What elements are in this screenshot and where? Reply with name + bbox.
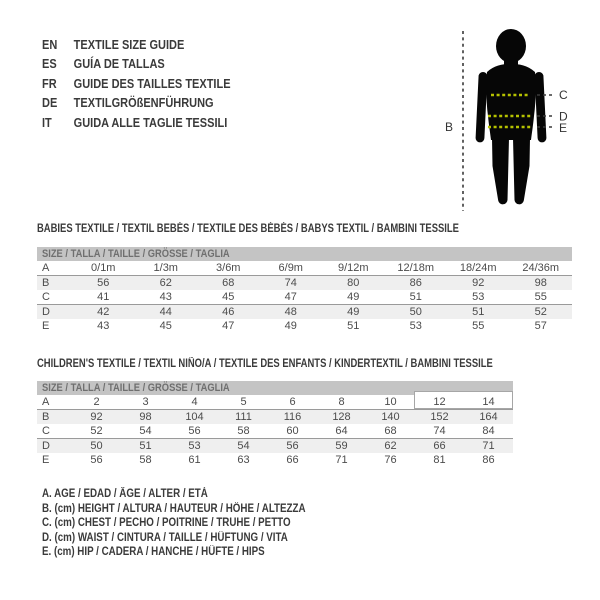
value-cell: 60 bbox=[268, 424, 317, 439]
value-cell: 98 bbox=[510, 276, 573, 291]
chest-label: C bbox=[559, 88, 568, 102]
language-row bbox=[42, 113, 231, 133]
value-cell: 52 bbox=[72, 424, 121, 439]
value-cell: 63 bbox=[237, 454, 250, 466]
language-code: FR bbox=[42, 76, 57, 91]
value-cell: 152 bbox=[415, 410, 464, 425]
value-cell: 56 bbox=[90, 454, 103, 466]
row-label-cell: E bbox=[42, 454, 50, 466]
value-cell: 42 bbox=[72, 305, 135, 320]
row-label-cell: E bbox=[42, 320, 50, 332]
value-cell: 6/9m bbox=[260, 261, 323, 276]
legend-line: B. (cm) HEIGHT / ALTURA / HAUTEUR / HÖHE / ALTEZZA bbox=[42, 502, 306, 515]
table-row bbox=[37, 290, 572, 305]
value-cell: 53 bbox=[447, 290, 510, 305]
value-cell: 51 bbox=[447, 305, 510, 320]
value-cell: 104 bbox=[170, 410, 219, 425]
value-cell: 59 bbox=[317, 439, 366, 454]
language-title-block bbox=[42, 35, 256, 133]
value-cell: 10 bbox=[366, 395, 415, 410]
value-cell: 84 bbox=[464, 424, 513, 439]
language-label: GUIDA ALLE TAGLIE TESSILI bbox=[73, 115, 228, 130]
value-cell: 71 bbox=[464, 439, 513, 454]
value-cell: 51 bbox=[347, 320, 360, 332]
value-cell: 1/3m bbox=[135, 261, 198, 276]
table-row bbox=[37, 319, 572, 333]
value-cell: 74 bbox=[415, 424, 464, 439]
children-size-table bbox=[37, 395, 513, 467]
value-cell: 46 bbox=[197, 305, 260, 320]
value-cell: 50 bbox=[385, 305, 448, 320]
value-cell: 43 bbox=[135, 290, 198, 305]
value-cell: 6 bbox=[268, 395, 317, 410]
value-cell: 43 bbox=[97, 320, 110, 332]
language-code: EN bbox=[42, 37, 58, 52]
value-cell: 12/18m bbox=[385, 261, 448, 276]
value-cell: 45 bbox=[197, 290, 260, 305]
value-cell: 80 bbox=[322, 276, 385, 291]
value-cell: 140 bbox=[366, 410, 415, 425]
language-row bbox=[42, 55, 231, 75]
table-row bbox=[37, 276, 572, 291]
value-cell: 0/1m bbox=[72, 261, 135, 276]
table-row bbox=[37, 453, 513, 467]
value-cell: 47 bbox=[222, 320, 235, 332]
value-cell: 76 bbox=[384, 454, 397, 466]
value-cell: 49 bbox=[284, 320, 297, 332]
measurement-figure bbox=[438, 16, 584, 220]
row-label-cell: A bbox=[37, 395, 72, 410]
table-row bbox=[37, 395, 513, 410]
language-label: GUÍA DE TALLAS bbox=[73, 57, 165, 72]
value-cell: 56 bbox=[268, 439, 317, 454]
value-cell: 62 bbox=[135, 276, 198, 291]
value-cell: 52 bbox=[510, 305, 573, 320]
value-cell: 74 bbox=[260, 276, 323, 291]
value-cell: 3/6m bbox=[197, 261, 260, 276]
language-code: ES bbox=[42, 57, 57, 72]
value-cell: 86 bbox=[482, 454, 495, 466]
value-cell: 111 bbox=[219, 410, 268, 425]
value-cell: 54 bbox=[121, 424, 170, 439]
row-label-cell: A bbox=[37, 261, 72, 276]
row-label-cell: B bbox=[37, 276, 72, 291]
legend-line: D. (cm) WAIST / CINTURA / TAILLE / HÜFTUNG / VITA bbox=[42, 531, 288, 544]
value-cell: 164 bbox=[464, 410, 513, 425]
value-cell: 56 bbox=[72, 276, 135, 291]
height-label: B bbox=[445, 120, 454, 134]
value-cell: 62 bbox=[366, 439, 415, 454]
value-cell: 49 bbox=[322, 290, 385, 305]
children-size-header-text: SIZE / TALLA / TAILLE / GRÖSSE / TAGLIA bbox=[42, 382, 230, 394]
babies-section-title: BABIES TEXTILE / TEXTIL BEBÉS / TEXTILE DES BÉBÉS / BABYS TEXTIL / BAMBINI TESSILE bbox=[37, 223, 459, 235]
value-cell: 4 bbox=[170, 395, 219, 410]
value-cell: 18/24m bbox=[447, 261, 510, 276]
value-cell: 51 bbox=[385, 290, 448, 305]
value-cell: 86 bbox=[385, 276, 448, 291]
value-cell: 68 bbox=[366, 424, 415, 439]
value-cell: 57 bbox=[534, 320, 547, 332]
hip-label: E bbox=[559, 121, 568, 135]
table-row bbox=[37, 424, 513, 439]
babies-table-container bbox=[37, 247, 572, 333]
babies-size-table bbox=[37, 261, 572, 333]
value-cell: 81 bbox=[433, 454, 446, 466]
language-row bbox=[42, 94, 231, 114]
value-cell: 8 bbox=[317, 395, 366, 410]
row-label-cell: D bbox=[37, 439, 72, 454]
babies-size-header-text: SIZE / TALLA / TAILLE / GRÖSSE / TAGLIA bbox=[42, 248, 230, 260]
legend-line: A. AGE / EDAD / ÂGE / ALTER / ETÀ bbox=[42, 488, 208, 500]
children-section-title: CHILDREN'S TEXTILE / TEXTIL NIÑO/A / TEXTILE DES ENFANTS / KINDERTEXTIL / BAMBINI TESSILE bbox=[37, 358, 493, 370]
value-cell: 68 bbox=[197, 276, 260, 291]
value-cell: 49 bbox=[322, 305, 385, 320]
value-cell: 2 bbox=[72, 395, 121, 410]
value-cell: 58 bbox=[139, 454, 152, 466]
table-row bbox=[37, 261, 572, 276]
row-label-cell: C bbox=[37, 290, 72, 305]
language-row bbox=[42, 35, 231, 55]
value-cell: 50 bbox=[72, 439, 121, 454]
babies-size-header-bar bbox=[37, 247, 572, 261]
row-label-cell: B bbox=[37, 410, 72, 425]
value-cell: 24/36m bbox=[510, 261, 573, 276]
legend-line: C. (cm) CHEST / PECHO / POITRINE / TRUHE / PETTO bbox=[42, 517, 291, 529]
row-label-cell: D bbox=[37, 305, 72, 320]
value-cell: 58 bbox=[219, 424, 268, 439]
value-cell: 66 bbox=[286, 454, 299, 466]
value-cell: 92 bbox=[72, 410, 121, 425]
value-cell: 41 bbox=[72, 290, 135, 305]
row-label-cell: C bbox=[37, 424, 72, 439]
measurement-legend bbox=[42, 487, 352, 560]
value-cell: 61 bbox=[188, 454, 201, 466]
value-cell: 71 bbox=[335, 454, 348, 466]
table-row bbox=[37, 439, 513, 454]
value-cell: 64 bbox=[317, 424, 366, 439]
value-cell: 9/12m bbox=[322, 261, 385, 276]
value-cell: 92 bbox=[447, 276, 510, 291]
value-cell: 12 bbox=[415, 395, 464, 410]
language-label: TEXTILGRÖßENFÜHRUNG bbox=[73, 96, 214, 111]
value-cell: 51 bbox=[121, 439, 170, 454]
value-cell: 116 bbox=[268, 410, 317, 425]
waist-label: D bbox=[559, 109, 568, 124]
value-cell: 48 bbox=[260, 305, 323, 320]
value-cell: 66 bbox=[415, 439, 464, 454]
table-row bbox=[37, 410, 513, 425]
value-cell: 5 bbox=[219, 395, 268, 410]
value-cell: 98 bbox=[121, 410, 170, 425]
value-cell: 44 bbox=[135, 305, 198, 320]
value-cell: 56 bbox=[170, 424, 219, 439]
value-cell: 53 bbox=[170, 439, 219, 454]
value-cell: 53 bbox=[409, 320, 422, 332]
value-cell: 45 bbox=[159, 320, 172, 332]
table-row bbox=[37, 305, 572, 320]
value-cell: 55 bbox=[472, 320, 485, 332]
legend-line: E. (cm) HIP / CADERA / HANCHE / HÜFTE / HIPS bbox=[42, 546, 265, 558]
language-row bbox=[42, 74, 231, 94]
value-cell: 14 bbox=[464, 395, 513, 410]
language-label: TEXTILE SIZE GUIDE bbox=[73, 37, 185, 52]
value-cell: 3 bbox=[121, 395, 170, 410]
child-silhouette-svg bbox=[438, 16, 584, 220]
children-table-container bbox=[37, 381, 513, 467]
value-cell: 55 bbox=[510, 290, 573, 305]
language-code: IT bbox=[42, 115, 52, 130]
language-code: DE bbox=[42, 96, 58, 111]
language-label: GUIDE DES TAILLES TEXTILE bbox=[73, 76, 231, 91]
value-cell: 54 bbox=[219, 439, 268, 454]
value-cell: 128 bbox=[317, 410, 366, 425]
value-cell: 47 bbox=[260, 290, 323, 305]
